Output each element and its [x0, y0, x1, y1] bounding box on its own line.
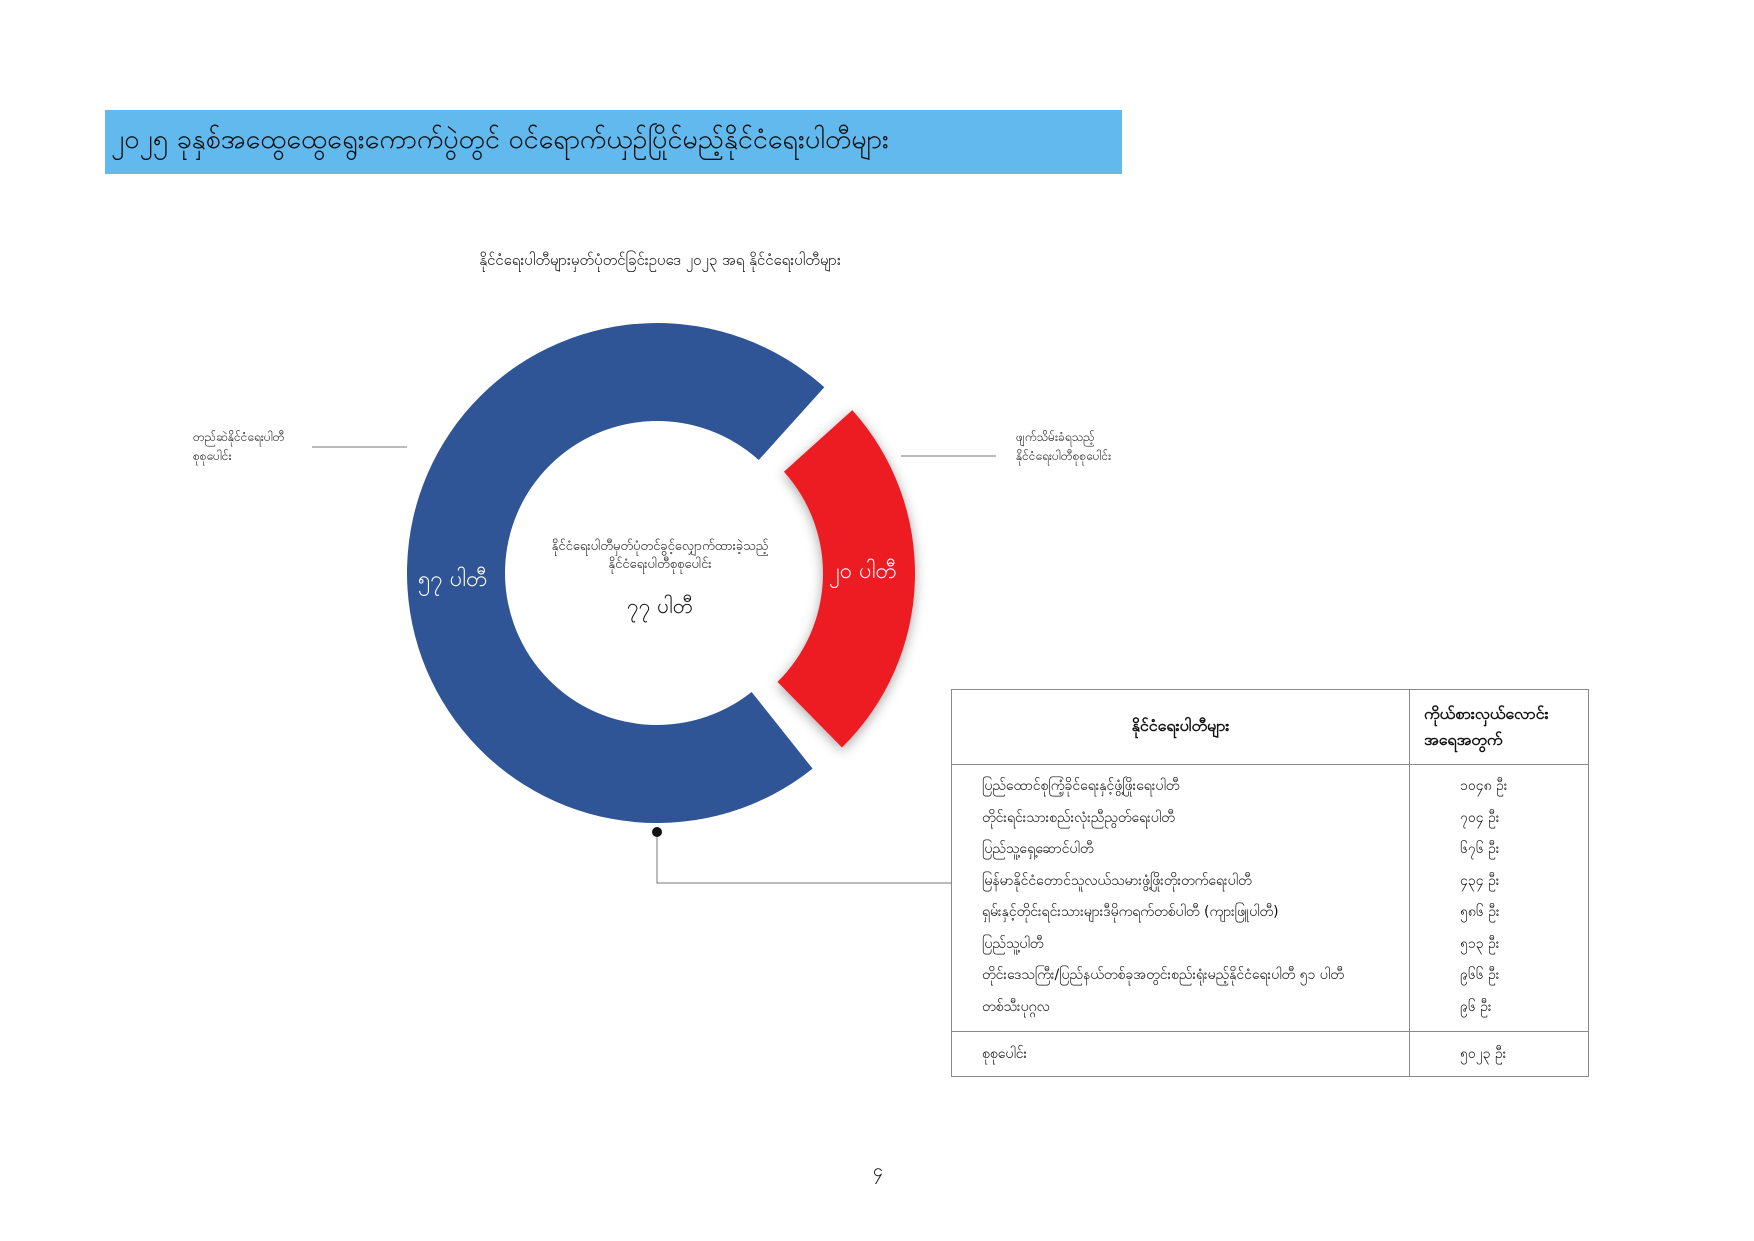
table-row: [952, 897, 1589, 929]
party-name: တစ်သီးပုဂ္ဂလ: [982, 998, 1050, 1015]
table-row: [952, 866, 1589, 898]
candidate-count: ၅၁၃ ဦး: [1410, 929, 1589, 961]
table-row: [952, 992, 1589, 1032]
party-name: ပြည်သူ့ပါတီ: [982, 935, 1044, 952]
table-row: [952, 803, 1589, 835]
candidate-count: ၉၆၆ ဦး: [1410, 960, 1589, 992]
table-row: [952, 929, 1589, 961]
table-row: [952, 834, 1589, 866]
callout-dissolved-parties: ဖျက်သိမ်းခံရသည့် နိုင်ငံရေးပါတီစုစုပေါင်း: [1016, 430, 1112, 463]
party-name: တိုင်းဒေသကြီး/ပြည်နယ်တစ်ခုအတွင်းစည်းရုံးမည့်နိုင်ငံရေးပါတီ ၅၁ ပါတီ: [982, 967, 1344, 984]
table-header-row: [952, 690, 1589, 765]
party-name: ရှမ်းနှင့်တိုင်းရင်းသားများဒီမိုကရက်တစ်ပါတီ (ကျားဖြူပါတီ): [982, 904, 1279, 921]
center-label: နိုင်ငံရေးပါတီမှတ်ပုံတင်ခွင့်လျှောက်ထားခဲ့သည့် နိုင်ငံရေးပါတီစုစုပေါင်း: [551, 539, 769, 572]
party-name: ပြည်ထောင်စုကြံ့ခိုင်ရေးနှင့်ဖွံ့ဖြိုးရေးပါတီ: [982, 778, 1180, 795]
candidate-count: ၄၃၄ ဦး: [1410, 866, 1589, 898]
total-candidate-count: ၅၀၂၃ ဦး: [1410, 1032, 1589, 1077]
candidate-count: ၆၇၆ ဦး: [1410, 834, 1589, 866]
candidate-count: ၉၆ ဦး: [1410, 992, 1589, 1032]
table-connector-line: [657, 832, 951, 883]
connector-dot: [652, 827, 662, 837]
table-total-row: [952, 1032, 1589, 1077]
candidate-count: ၇၀၄ ဦး: [1410, 803, 1589, 835]
header-candidate-count: ကိုယ်စားလှယ်လောင်း အရေအတွက်: [1410, 690, 1589, 765]
header-party-name: နိုင်ငံရေးပါတီများ: [952, 690, 1410, 765]
slice-label-existing: ၅၇ ပါတီ: [418, 567, 488, 592]
callout-existing-parties: တည်ဆဲနိုင်ငံရေးပါတီ စုစုပေါင်း: [193, 430, 285, 463]
center-value: ၇၇ ပါတီ: [626, 594, 694, 618]
candidate-count: ၅၈၆ ဦး: [1410, 897, 1589, 929]
page-title: ၂၀၂၅ ခုနှစ်အထွေထွေရွေးကောက်ပွဲတွင် ဝင်ရောက်ယှဉ်ပြိုင်မည့်နိုင်ငံရေးပါတီများ: [111, 124, 889, 155]
table-row: [952, 765, 1589, 803]
party-name: တိုင်းရင်းသားစည်းလုံးညီညွတ်ရေးပါတီ: [982, 809, 1175, 826]
party-name: မြန်မာနိုင်ငံတောင်သူလယ်သမားဖွံ့ဖြိုးတိုးတက်ရေးပါတီ: [982, 872, 1252, 889]
slice-label-dissolved: ၂၀ ပါတီ: [829, 559, 897, 584]
table-row: [952, 960, 1589, 992]
chart-title: နိုင်ငံရေးပါတီများမှတ်ပုံတင်ခြင်းဥပဒေ ၂၀၂၃ အရ နိုင်ငံရေးပါတီများ: [479, 251, 841, 269]
page-number: ၄: [872, 1160, 884, 1181]
party-candidates-table: [951, 689, 1589, 1077]
party-name: ပြည်သူ့ရှေ့ဆောင်ပါတီ: [982, 841, 1094, 858]
total-label: စုစုပေါင်း: [952, 1032, 1410, 1077]
candidate-count: ၁၀၄၈ ဦး: [1410, 765, 1589, 803]
